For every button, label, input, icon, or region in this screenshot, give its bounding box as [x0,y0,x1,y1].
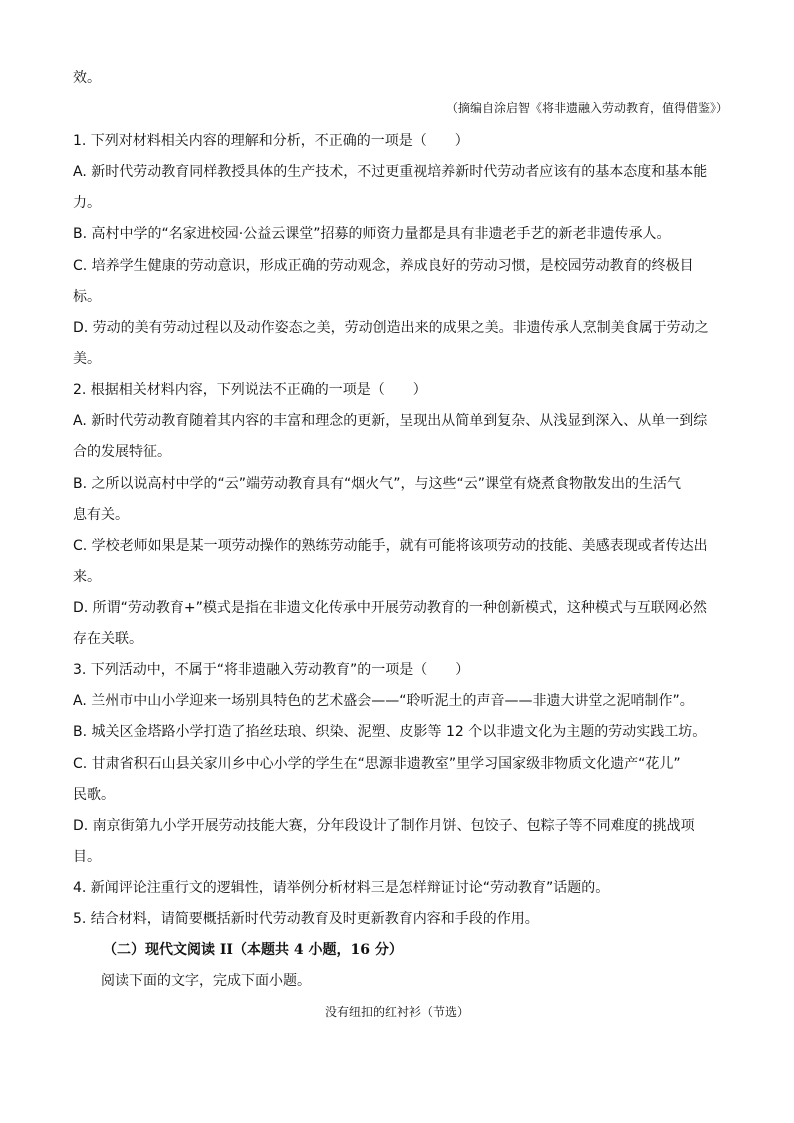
q2-option-c-cont: 来。 [73,569,101,585]
q2-option-a-cont: 合的发展特征。 [73,444,171,460]
q4-stem: 4. 新闻评论注重行文的逻辑性，请举例分析材料三是怎样辩证讨论“劳动教育”话题的。 [73,880,610,896]
q2-option-a: A. 新时代劳动教育随着其内容的丰富和理念的更新，呈现出从简单到复杂、从浅显到深入、从单一到综 [73,413,708,429]
q1-option-b: B. 高村中学的“名家进校园·公益云课堂”招募的师资力量都是具有非遗老手艺的新老非遗传承人。 [73,226,671,242]
q1-option-a-cont: 力。 [73,195,101,211]
section-heading: （二）现代文阅读 II（本题共 4 小题，16 分） [103,942,403,958]
q2-option-d-cont: 存在关联。 [73,631,143,647]
q2-option-b-cont: 息有关。 [73,507,129,523]
q3-option-c: C. 甘肃省积石山县关家川乡中心小学的学生在“思源非遗教室”里学习国家级非物质文化遗产“花儿” [73,756,681,772]
q1-option-c: C. 培养学生健康的劳动意识，形成正确的劳动观念，养成良好的劳动习惯，是校园劳动教育的终极目 [73,258,694,274]
q2-option-d: D. 所谓“劳动教育+”模式是指在非遗文化传承中开展劳动教育的一种创新模式，这种模式与互联网必然 [73,600,707,616]
q2-option-b: B. 之所以说高村中学的“云”端劳动教育具有“烟火气”，与这些“云”课堂有烧煮食物散发出的生活气 [73,476,682,492]
q1-stem: 1. 下列对材料相关内容的理解和分析，不正确的一项是（ ） [73,133,469,149]
q3-stem: 3. 下列活动中，不属于“将非遗融入劳动教育”的一项是（ ） [73,662,470,678]
q3-option-d-cont: 目。 [73,849,101,865]
top-fragment: 效。 [73,70,101,86]
q5-stem: 5. 结合材料，请简要概括新时代劳动教育及时更新教育内容和手段的作用。 [73,911,539,927]
reading-instruction: 阅读下面的文字，完成下面小题。 [101,973,311,989]
q2-stem: 2. 根据相关材料内容，下列说法不正确的一项是（ ） [73,382,427,398]
q3-option-c-cont: 民歌。 [73,787,115,803]
source-citation: （摘编自涂启智《将非遗融入劳动教育，值得借鉴》） [445,101,728,115]
q1-option-a: A. 新时代劳动教育同样教授具体的生产技术，不过更重视培养新时代劳动者应该有的基本态度和基本能 [73,164,708,180]
q1-option-d-cont: 美。 [73,351,101,367]
q3-option-a: A. 兰州市中山小学迎来一场别具特色的艺术盛会——“聆听泥土的声音——非遗大讲堂之泥哨制作”。 [73,693,694,709]
q2-option-c: C. 学校老师如果是某一项劳动操作的熟练劳动能手，就有可能将该项劳动的技能、美感表现或者传达出 [73,538,708,554]
q3-option-d: D. 南京街第九小学开展劳动技能大赛，分年段设计了制作月饼、包饺子、包粽子等不同难度的挑战项 [73,818,695,834]
q1-option-c-cont: 标。 [73,289,101,305]
passage-title: 没有纽扣的红衬衫（节选） [324,1005,469,1019]
q3-option-b: B. 城关区金塔路小学打造了掐丝珐琅、织染、泥塑、皮影等 12 个以非遗文化为主题的劳动实践工坊。 [73,724,707,740]
q1-option-d: D. 劳动的美有劳动过程以及动作姿态之美，劳动创造出来的成果之美。非遗传承人烹制美食属于劳动之 [73,320,709,336]
